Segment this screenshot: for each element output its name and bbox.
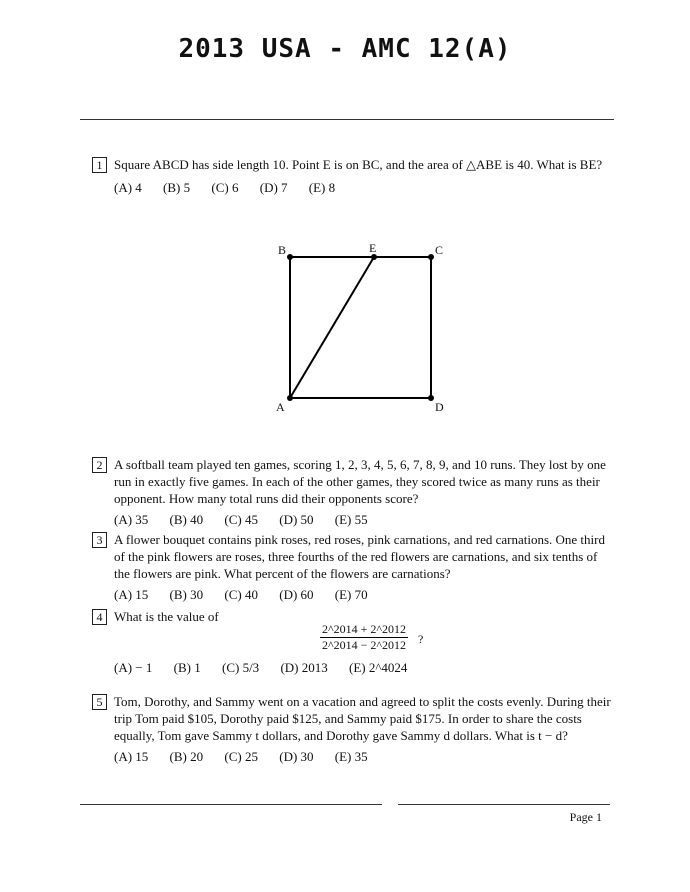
point-a	[287, 395, 293, 401]
choice-a: (A) − 1	[114, 660, 153, 675]
segment-ae	[290, 257, 374, 398]
choice-a: (A) 35	[114, 512, 149, 527]
choice-c: (C) 5/3	[221, 660, 260, 675]
label-e: E	[369, 241, 377, 255]
fraction-expression	[320, 622, 408, 653]
choice-e: (E) 55	[334, 512, 368, 527]
fraction-denominator: 2^2014 − 2^2012	[322, 638, 407, 652]
answer-choices	[114, 511, 612, 528]
square-figure	[270, 240, 450, 420]
page-title: 2013 USA - AMC 12(A)	[178, 34, 512, 64]
header-rule	[80, 119, 614, 120]
choice-c: (C) 6	[211, 180, 239, 195]
problem-text: A flower bouquet contains pink roses, red roses, pink carnations, and red carnations. One third of the pink flowers are roses, three fourths of the red flowers are carnations, and six tenths of the flowers are pink. What percent of the flowers are carnations?	[114, 532, 605, 581]
label-c: C	[435, 243, 444, 257]
choice-b: (B) 5	[163, 180, 191, 195]
footer-rule-right	[398, 804, 610, 805]
choice-e: (E) 2^4024	[348, 660, 408, 675]
page-number: Page 1	[569, 810, 602, 824]
answer-choices	[114, 748, 612, 765]
problem-text: What is the value of	[114, 609, 219, 624]
label-a: A	[276, 400, 285, 414]
answer-choices	[114, 659, 612, 676]
choice-d: (D) 50	[279, 512, 314, 527]
choice-e: (E) 35	[334, 749, 368, 764]
point-b	[287, 254, 293, 260]
choice-a: (A) 15	[114, 587, 149, 602]
choice-a: (A) 15	[114, 749, 149, 764]
choice-e: (E) 70	[334, 587, 368, 602]
problem-number: 1	[92, 157, 107, 173]
fraction-numerator: 2^2014 + 2^2012	[322, 622, 407, 636]
footer-rule-left	[80, 804, 382, 805]
point-d	[428, 395, 434, 401]
label-d: D	[435, 400, 444, 414]
choice-b: (B) 40	[169, 512, 204, 527]
choice-c: (C) 45	[224, 512, 258, 527]
point-c	[428, 254, 434, 260]
choice-c: (C) 25	[224, 749, 258, 764]
choice-a: (A) 4	[114, 180, 142, 195]
choice-d: (D) 7	[259, 180, 288, 195]
choice-d: (D) 30	[279, 749, 314, 764]
problem-text: A softball team played ten games, scoring 1, 2, 3, 4, 5, 6, 7, 8, 9, and 10 runs. They lost by one run in exactly five games. In each of the other games, they scored twice as many runs as their opponent. How many total runs did their opponents score?	[114, 457, 606, 506]
answer-choices	[114, 586, 612, 603]
problem-text: Square ABCD has side length 10. Point E is on BC, and the area of △ABE is 40. What is BE?	[114, 157, 603, 172]
problem-text: Tom, Dorothy, and Sammy went on a vacation and agreed to split the costs evenly. During their trip Tom paid $105, Dorothy paid $125, and Sammy paid $175. In order to share the costs equally, Tom gave Sammy t dollars, and Dorothy gave Sammy d dollars. What is t − d?	[114, 694, 611, 743]
problem-number: 5	[92, 694, 107, 710]
choice-b: (B) 20	[169, 749, 204, 764]
problem-number: 4	[92, 609, 107, 625]
fraction-suffix: ?	[418, 632, 424, 646]
answer-choices	[114, 179, 612, 196]
problem-2	[92, 456, 612, 528]
problem-5	[92, 693, 612, 765]
choice-c: (C) 40	[224, 587, 258, 602]
problem-number: 2	[92, 457, 107, 473]
choice-d: (D) 60	[279, 587, 314, 602]
choice-d: (D) 2013	[280, 660, 328, 675]
square-diagram	[270, 240, 450, 420]
choice-b: (B) 30	[169, 587, 204, 602]
problem-number: 3	[92, 532, 107, 548]
label-b: B	[278, 243, 287, 257]
problem-3	[92, 531, 612, 603]
choice-b: (B) 1	[173, 660, 201, 675]
problem-1	[92, 156, 612, 196]
choice-e: (E) 8	[308, 180, 336, 195]
